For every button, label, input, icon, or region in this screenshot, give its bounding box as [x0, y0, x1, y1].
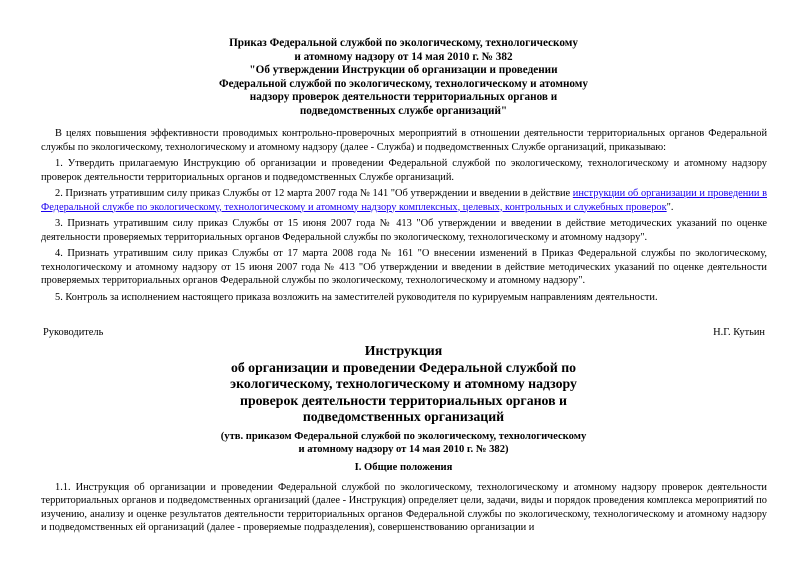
item-3-paragraph: 3. Признать утратившим силу приказ Службы от 15 июня 2007 года № 413 "Об утверждении и введении в действие методических указаний по оценке деятельности проверяемых территориальных органов Федеральной службы по экологическому, технологическому и атомному надзору".	[41, 218, 767, 243]
order-header-line: Приказ Федеральной службой по экологическому, технологическому	[229, 37, 578, 49]
instruction-title-line: проверок деятельности территориальных органов и	[240, 392, 567, 408]
instruction-title	[150, 343, 657, 426]
section-1-paragraph: 1.1. Инструкция об организации и проведении Федеральной службой по экологическому, технологическому и атомному надзору проверок деятельности территориальных органов и подведомственных организаций (далее - Инструкция) определяет цели, задачи, виды и порядок проведения комплекса мероприятий по изучению, анализу и оценке результатов деятельности территориальных органов Федеральной службы по экологическому, технологическому и атомному надзору и подведомственных ей организаций (далее - проверяемые подразделения), совершенствованию организации и	[41, 482, 767, 533]
order-body	[41, 127, 767, 307]
instruction-title-line: экологическому, технологическому и атомному надзору	[230, 376, 577, 391]
preamble-paragraph: В целях повышения эффективности проводимых контрольно-проверочных мероприятий в отношении деятельности территориальных органов Федеральной службы по экологическому, технологическому и атомному надзору (далее - Служба) и подведомственных Службе организаций, приказываю:	[41, 128, 767, 153]
section-heading: I. Общие положения	[354, 462, 453, 473]
instruction-link[interactable]: инструкции об организации и проведении в Федеральной службе по экологическому, технологическому и атомному надзору комплексных, целевых, контрольных и служебных проверок	[41, 188, 767, 213]
approved-note-line: (утв. приказом Федеральной службой по экологическому, технологическому	[220, 431, 587, 442]
item-2-tail: ".	[666, 201, 674, 213]
item-2-paragraph	[41, 187, 767, 214]
approved-note	[150, 430, 657, 456]
instruction-title-line: подведомственных организаций	[302, 409, 505, 424]
signature-role: Руководитель	[43, 327, 104, 338]
signature-name: Н.Г. Кутьин	[713, 327, 765, 338]
item-4-paragraph: 4. Признать утратившим силу приказ Службы от 17 марта 2008 года № 161 "О внесении изменений в Приказ Федеральной службы по экологическому, технологическому и атомному надзору от 15 июня 2007 года № 413 "Об утверждении и введении в действие методических указаний по оценке деятельности проверяемых территориальных органов Федеральной службы по экологическому, технологическому и атомному надзору".	[41, 248, 767, 286]
order-header-line: надзору проверок деятельности территориальных органов и	[249, 91, 558, 104]
approved-note-line: и атомному надзору от 14 мая 2010 г. № 382)	[298, 444, 509, 456]
order-header-line: "Об утверждении Инструкции об организации и проведении	[249, 64, 558, 77]
order-header-line: подведомственных службе организаций"	[299, 104, 508, 117]
signature-row	[43, 327, 765, 338]
order-header-line: и атомному надзору от 14 мая 2010 г. № 382	[294, 50, 513, 63]
order-header	[150, 37, 657, 119]
instruction-title-line: об организации и проведении Федеральной службой по	[230, 359, 577, 375]
item-5-paragraph: 5. Контроль за исполнением настоящего приказа возложить на заместителей руководителя по курируемым направлениям деятельности.	[55, 291, 658, 303]
order-header-line: Федеральной службой по экологическому, технологическому и атомному	[218, 77, 589, 90]
item-2-text: 2. Признать утратившим силу приказ Службы от 12 марта 2007 года № 141 "Об утверждении и введении в действие	[55, 188, 573, 199]
instruction-title-line: Инструкция	[364, 343, 443, 358]
item-1-paragraph: 1. Утвердить прилагаемую Инструкцию об организации и проведении Федеральной службой по экологическому, технологическому и атомному надзору проверок деятельности территориальных органов и подведомственных Службе организаций.	[41, 158, 767, 183]
